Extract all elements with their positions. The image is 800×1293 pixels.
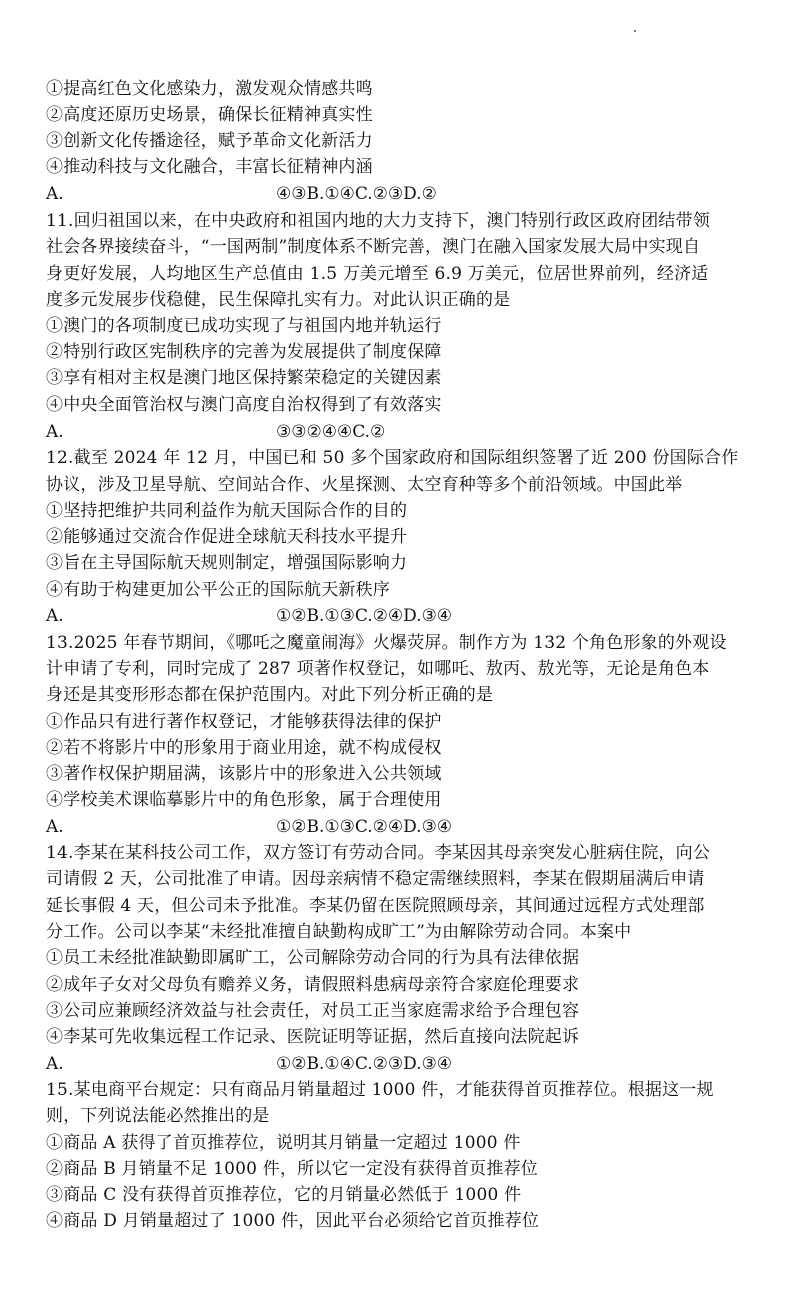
q14-stem-line-3: 延长事假 4 天，但公司未予批准。李某仍留在医院照顾母亲，其间通过远程方式处理部 <box>46 896 705 916</box>
q11-answer-choices <box>46 419 385 445</box>
q10-answer-choices <box>46 181 437 207</box>
q11-stem-line-4: 度多元发展步伐稳健，民生保障扎实有力。对此认识正确的是 <box>46 290 511 310</box>
choice-a-label: A. <box>46 817 64 837</box>
q12-stem-line-2: 协议，涉及卫星导航、空间站合作、火星探测、太空育种等多个前沿领域。中国此举 <box>46 475 683 495</box>
q12-answer-choices <box>46 603 452 629</box>
scan-speck <box>634 30 636 32</box>
choice-rest: ①②B.①④C.②③D.③④ <box>276 1054 453 1074</box>
q14-option-2: ②成年子女对父母负有赡养义务，请假照料患病母亲符合家庭伦理要求 <box>46 975 580 995</box>
choice-rest: ①②B.①③C.②④D.③④ <box>276 817 453 837</box>
choice-rest: ③③②④④C.② <box>276 422 386 442</box>
q13-stem-line-2: 计申请了专利，同时完成了 287 项著作权登记，如哪吒、敖丙、敖光等，无论是角色本 <box>46 659 710 679</box>
q14-stem-line-1: 14.李某在某科技公司工作，双方签订有劳动合同。李某因其母亲突发心脏病住院，向公 <box>46 843 711 863</box>
q13-stem-line-1: 13.2025 年春节期间，《哪吒之魔童闹海》火爆荧屏。制作方为 132 个角色形象的外观设 <box>46 633 727 653</box>
q11-option-1: ①澳门的各项制度已成功实现了与祖国内地并轨运行 <box>46 316 442 336</box>
q12-option-1: ①坚持把维护共同利益作为航天国际合作的目的 <box>46 501 408 521</box>
q14-stem-line-4: 分工作。公司以李某“未经批准擅自缺勤构成旷工”为由解除劳动合同。本案中 <box>46 922 632 942</box>
choice-a-label: A. <box>46 184 64 204</box>
q15-option-3: ③商品 C 没有获得首页推荐位，它的月销量必然低于 1000 件 <box>46 1185 522 1205</box>
q11-option-3: ③享有相对主权是澳门地区保持繁荣稳定的关键因素 <box>46 368 442 388</box>
q15-stem-line-2: 则，下列说法能必然推出的是 <box>46 1106 270 1126</box>
choice-rest: ④③B.①④C.②③D.② <box>276 184 437 204</box>
q13-option-2: ②若不将影片中的形象用于商业用途，就不构成侵权 <box>46 738 442 758</box>
q10-option-1: ①提高红色文化感染力，激发观众情感共鸣 <box>46 79 373 99</box>
q12-stem-line-1: 12.截至 2024 年 12 月，中国已和 50 多个国家政府和国际组织签署了近 200 份国际合作 <box>46 448 739 468</box>
q13-answer-choices <box>46 814 452 840</box>
q13-option-3: ③著作权保护期届满，该影片中的形象进入公共领域 <box>46 764 442 784</box>
q11-option-2: ②特别行政区宪制秩序的完善为发展提供了制度保障 <box>46 342 442 362</box>
q13-option-4: ④学校美术课临摹影片中的角色形象，属于合理使用 <box>46 790 442 810</box>
choice-rest: ①②B.①③C.②④D.③④ <box>276 606 453 626</box>
q11-stem-line-3: 身更好发展，人均地区生产总值由 1.5 万美元增至 6.9 万美元，位居世界前列，经济适 <box>46 264 709 284</box>
q11-stem-line-1: 11.回归祖国以来，在中央政府和祖国内地的大力支持下，澳门特别行政区政府团结带领 <box>46 211 711 231</box>
choice-a-label: A. <box>46 1054 64 1074</box>
q15-option-4: ④商品 D 月销量超过了 1000 件，因此平台必须给它首页推荐位 <box>46 1211 540 1231</box>
q11-option-4: ④中央全面管治权与澳门高度自治权得到了有效落实 <box>46 395 442 415</box>
q13-option-1: ①作品只有进行著作权登记，才能够获得法律的保护 <box>46 712 442 732</box>
q12-option-2: ②能够通过交流合作促进全球航天科技水平提升 <box>46 527 408 547</box>
q13-stem-line-3: 身还是其变形形态都在保护范围内。对此下列分析正确的是 <box>46 685 494 705</box>
q15-option-2: ②商品 B 月销量不足 1000 件，所以它一定没有获得首页推荐位 <box>46 1159 538 1179</box>
q12-option-4: ④有助于构建更加公平公正的国际航天新秩序 <box>46 580 390 600</box>
q15-stem-line-1: 15.某电商平台规定：只有商品月销量超过 1000 件，才能获得首页推荐位。根据这一规 <box>46 1080 714 1100</box>
q15-option-1: ①商品 A 获得了首页推荐位，说明其月销量一定超过 1000 件 <box>46 1133 521 1153</box>
q12-option-3: ③旨在主导国际航天规则制定，增强国际影响力 <box>46 553 408 573</box>
q14-answer-choices <box>46 1051 452 1077</box>
choice-a-label: A. <box>46 422 64 442</box>
q14-option-4: ④李某可先收集远程工作记录、医院证明等证据，然后直接向法院起诉 <box>46 1027 580 1047</box>
q14-option-3: ③公司应兼顾经济效益与社会责任，对员工正当家庭需求给予合理包容 <box>46 1001 580 1021</box>
q10-option-3: ③创新文化传播途径，赋予革命文化新活力 <box>46 131 373 151</box>
q14-option-1: ①员工未经批准缺勤即属旷工，公司解除劳动合同的行为具有法律依据 <box>46 948 580 968</box>
q11-stem-line-2: 社会各界接续奋斗，“一国两制”制度体系不断完善，澳门在融入国家发展大局中实现自 <box>46 237 701 257</box>
q14-stem-line-2: 司请假 2 天，公司批准了申请。因母亲病情不稳定需继续照料，李某在假期届满后申请 <box>46 869 705 889</box>
q10-option-4: ④推动科技与文化融合，丰富长征精神内涵 <box>46 157 373 177</box>
choice-a-label: A. <box>46 606 64 626</box>
q10-option-2: ②高度还原历史场景，确保长征精神真实性 <box>46 105 373 125</box>
